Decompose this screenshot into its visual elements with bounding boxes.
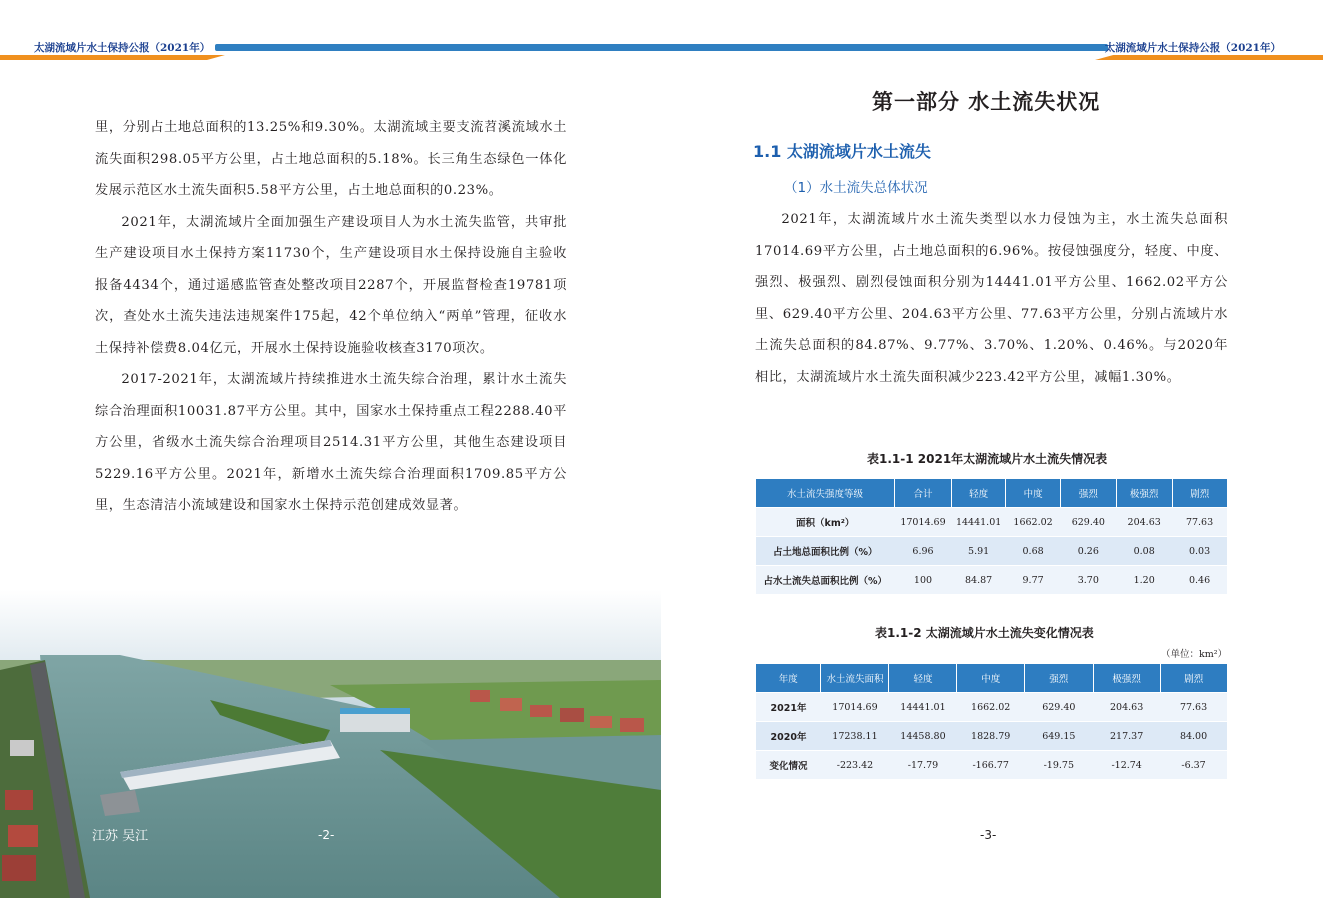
- table2-cell: 变化情况: [756, 751, 821, 780]
- right-paragraph: 2021年，太湖流域片水土流失类型以水力侵蚀为主，水土流失总面积17014.69平方公里，占土地总面积的6.96%。按侵蚀强度分，轻度、中度、强烈、极强烈、剧烈侵蚀面积分别为14441.01平方公里、1662.02平方公里、629.40平方公里、204.63平方公里、77.63平方公里，分别占流域片水土流失总面积的84.87%、9.77%、3.70%、1.20%、0.46%。与2020年相比，太湖流域片水土流失面积减少223.42平方公里，减幅1.30%。: [755, 212, 1228, 385]
- table1-cell: 84.87: [951, 566, 1005, 595]
- table1-header-cell: 剧烈: [1172, 479, 1227, 508]
- table2-caption: 表1.1-2 太湖流域片水土流失变化情况表: [875, 626, 1094, 640]
- table2-cell: 2021年: [756, 693, 821, 722]
- table2-cell: 1828.79: [957, 722, 1024, 751]
- table1-cell: 0.26: [1060, 537, 1116, 566]
- table2-cell: -12.74: [1093, 751, 1160, 780]
- table2-header-cell: 强烈: [1024, 664, 1093, 693]
- right-page: [662, 0, 1323, 898]
- table1-cell: 0.03: [1172, 537, 1227, 566]
- table1-cell: 17014.69: [894, 508, 951, 537]
- subsection-title: （1）水土流失总体状况: [784, 180, 928, 196]
- table2-header-cell: 中度: [957, 664, 1024, 693]
- table2-header-cell: 水土流失面积: [821, 664, 889, 693]
- table1-cell: 3.70: [1060, 566, 1116, 595]
- table-row: [756, 537, 1227, 566]
- table2-header-row: [756, 664, 1227, 693]
- table1-header-cell: 强烈: [1060, 479, 1116, 508]
- table2-cell: -19.75: [1024, 751, 1093, 780]
- table1-cell: 占土地总面积比例（%）: [756, 537, 894, 566]
- left-paragraph-3: 2017-2021年，太湖流域片持续推进水土流失综合治理，累计水土流失综合治理面积10031.87平方公里。其中，国家水土保持重点工程2288.40平方公里，省级水土流失综合治理项目2514.31平方公里，其他生态建设项目5229.16平方公里。2021年，新增水土流失综合治理面积1709.85平方公里，生态清洁小流域建设和国家水土保持示范创建成效显著。: [95, 372, 567, 513]
- table2-cell: 14441.01: [889, 693, 957, 722]
- table1-header-cell: 轻度: [951, 479, 1005, 508]
- table2-header-cell: 剧烈: [1160, 664, 1227, 693]
- table2-cell: -223.42: [821, 751, 889, 780]
- aerial-photo: [0, 590, 661, 898]
- table2-unit: （单位：km²）: [1161, 649, 1228, 660]
- header-right-title: 太湖流域片水土保持公报（2021年）: [1104, 42, 1281, 54]
- table1-cell: 面积（km²）: [756, 508, 894, 537]
- table1-cell: 9.77: [1006, 566, 1061, 595]
- table2-cell: 77.63: [1160, 693, 1227, 722]
- table-row: [756, 508, 1227, 537]
- table2-cell: 1662.02: [957, 693, 1024, 722]
- table1-cell: 占水土流失总面积比例（%）: [756, 566, 894, 595]
- table1-header-cell: 合计: [894, 479, 951, 508]
- table2-cell: 14458.80: [889, 722, 957, 751]
- table1-cell: 0.46: [1172, 566, 1227, 595]
- table2-cell: 649.15: [1024, 722, 1093, 751]
- table1-header-cell: 中度: [1006, 479, 1061, 508]
- table1-cell: 1662.02: [1006, 508, 1061, 537]
- table2-cell: 84.00: [1160, 722, 1227, 751]
- table2-header-cell: 轻度: [889, 664, 957, 693]
- table-row: [756, 722, 1227, 751]
- table2-cell: 17238.11: [821, 722, 889, 751]
- table1-cell: 14441.01: [951, 508, 1005, 537]
- table1: [756, 479, 1227, 594]
- left-body-text: [95, 112, 567, 522]
- table1-cell: 0.08: [1116, 537, 1172, 566]
- table1-cell: 0.68: [1006, 537, 1061, 566]
- table1-cell: 1.20: [1116, 566, 1172, 595]
- table-row: [756, 566, 1227, 595]
- table2-cell: 217.37: [1093, 722, 1160, 751]
- table1-cell: 6.96: [894, 537, 951, 566]
- table1-header-cell: 极强烈: [1116, 479, 1172, 508]
- table-row: [756, 751, 1227, 780]
- table2-cell: 2020年: [756, 722, 821, 751]
- table2-header-cell: 极强烈: [1093, 664, 1160, 693]
- table1-header-row: [756, 479, 1227, 508]
- table2-cell: 17014.69: [821, 693, 889, 722]
- table-row: [756, 693, 1227, 722]
- left-paragraph-2: 2021年，太湖流域片全面加强生产建设项目人为水土流失监管，共审批生产建设项目水土保持方案11730个，生产建设项目水土保持设施自主验收报备4434个，通过遥感监管查处整改项目2287个，开展监督检查19781项次，查处水土流失违法违规案件175起，42个单位纳入“两单”管理，征收水土保持补偿费8.04亿元，开展水土保持设施验收核查3170项次。: [95, 214, 567, 356]
- table1-cell: 204.63: [1116, 508, 1172, 537]
- table1-cell: 100: [894, 566, 951, 595]
- table2: [756, 664, 1227, 779]
- table1-cell: 77.63: [1172, 508, 1227, 537]
- table2-cell: -166.77: [957, 751, 1024, 780]
- table1-cell: 629.40: [1060, 508, 1116, 537]
- photo-caption: 江苏 吴江: [92, 829, 149, 844]
- left-paragraph-1: 里，分别占土地总面积的13.25%和9.30%。太湖流域主要支流苕溪流域水土流失面积298.05平方公里，占土地总面积的5.18%。长三角生态绿色一体化发展示范区水土流失面积5.58平方公里，占土地总面积的0.23%。: [95, 120, 567, 198]
- left-page-number: -2-: [318, 828, 335, 842]
- right-body-text: [755, 204, 1228, 393]
- table1-header-cell: 水土流失强度等级: [756, 479, 894, 508]
- table2-cell: -6.37: [1160, 751, 1227, 780]
- section-title: 1.1 太湖流域片水土流失: [753, 142, 931, 161]
- right-page-number: -3-: [980, 828, 997, 842]
- table2-header-cell: 年度: [756, 664, 821, 693]
- table2-cell: 629.40: [1024, 693, 1093, 722]
- table2-cell: 204.63: [1093, 693, 1160, 722]
- left-page: [0, 0, 661, 898]
- table2-cell: -17.79: [889, 751, 957, 780]
- part-title: 第一部分 水土流失状况: [872, 89, 1101, 114]
- header-left-title: 太湖流域片水土保持公报（2021年）: [34, 42, 211, 54]
- table1-cell: 5.91: [951, 537, 1005, 566]
- table1-caption: 表1.1-1 2021年太湖流域片水土流失情况表: [867, 452, 1108, 466]
